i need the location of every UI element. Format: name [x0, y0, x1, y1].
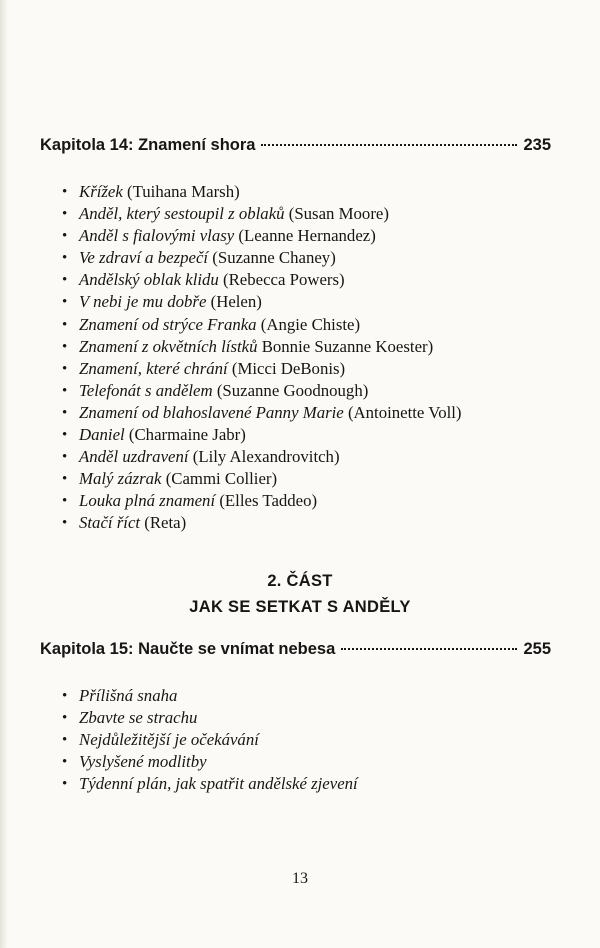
part-title: JAK SE SETKAT S ANDĚLY [189, 598, 411, 616]
list-item [62, 424, 462, 446]
item-author: (Micci DeBonis) [231, 358, 346, 378]
bullet-icon: • [62, 206, 68, 223]
list-item [62, 512, 462, 534]
list-item [62, 751, 358, 773]
item-author: (Reta) [144, 513, 187, 533]
item-title: Vyslyšené modlitby [79, 752, 207, 772]
list-item [62, 707, 358, 729]
item-title: Telefonát s andělem [79, 380, 213, 400]
item-title: Anděl s fialovými vlasy [79, 226, 235, 246]
list-item [62, 468, 462, 490]
list-item [62, 685, 358, 707]
page-edge-shadow [0, 0, 8, 948]
list-item [62, 773, 358, 795]
list-item [62, 402, 462, 424]
item-title: Znamení, které chrání [79, 358, 228, 378]
list-item [62, 729, 358, 751]
item-title: Stačí říct [79, 513, 141, 533]
chapter-15-title: Kapitola 15: Naučte se vnímat nebesa [40, 640, 336, 658]
bullet-icon: • [62, 360, 68, 377]
bullet-icon: • [62, 184, 68, 200]
item-title: Louka plná znamení [79, 491, 216, 511]
list-item [62, 358, 462, 380]
list-item [62, 203, 462, 225]
bullet-icon: • [62, 515, 68, 532]
chapter-14-page: 235 [523, 136, 551, 154]
chapter-14-title: Kapitola 14: Znamení shora [40, 136, 256, 154]
item-title: Malý zázrak [79, 469, 162, 489]
list-item [62, 446, 462, 468]
item-author: (Charmaine Jabr) [128, 425, 246, 445]
bullet-icon: • [62, 732, 68, 749]
bullet-icon: • [62, 382, 68, 399]
item-author: (Rebecca Powers) [223, 270, 345, 290]
item-author: (Cammi Collier) [165, 469, 278, 489]
bullet-icon: • [62, 338, 68, 355]
list-item [62, 181, 462, 203]
chapter-14-story-list [62, 181, 462, 535]
list-item [62, 247, 462, 269]
part-number: 2. ČÁST [267, 572, 333, 590]
dot-leader [341, 648, 517, 650]
item-author: (Suzanne Goodnough) [216, 380, 369, 400]
list-item [62, 269, 462, 291]
bullet-icon: • [62, 404, 68, 421]
item-title: Nejdůležitější je očekávání [79, 730, 259, 750]
item-title: Znamení od blahoslavené Panny Marie [79, 402, 344, 422]
list-item [62, 314, 462, 336]
bullet-icon: • [62, 250, 68, 267]
item-title: Ve zdraví a bezpečí [79, 248, 209, 268]
bullet-icon: • [62, 688, 68, 704]
bullet-icon: • [62, 493, 68, 510]
item-title: Anděl, který sestoupil z oblaků [79, 204, 285, 224]
item-author: (Helen) [210, 292, 262, 312]
item-author: Bonnie Suzanne Koester) [261, 336, 434, 356]
chapter-15-entry [40, 640, 551, 659]
item-author: (Suzanne Chaney) [212, 248, 336, 268]
list-item [62, 490, 462, 512]
item-author: (Angie Chiste) [260, 314, 361, 334]
bullet-icon: • [62, 449, 68, 466]
item-author: (Lily Alexandrovitch) [192, 447, 340, 467]
list-item [62, 291, 462, 313]
bullet-icon: • [62, 710, 68, 727]
item-title: Znamení od strýce Franka [79, 314, 257, 334]
bullet-icon: • [62, 272, 68, 289]
item-title: Znamení z okvětních lístků [79, 336, 258, 356]
bullet-icon: • [62, 316, 68, 333]
item-author: (Tuihana Marsh) [127, 182, 240, 201]
bullet-icon: • [62, 427, 68, 444]
item-author: (Leanne Hernandez) [238, 226, 376, 246]
bullet-icon: • [62, 294, 68, 311]
bullet-icon: • [62, 776, 68, 793]
bullet-icon: • [62, 471, 68, 488]
item-title: Křížek [79, 182, 123, 201]
item-title: Anděl uzdravení [79, 447, 189, 467]
dot-leader [261, 144, 517, 146]
item-author: (Elles Taddeo) [219, 491, 318, 511]
page-number: 13 [292, 870, 308, 887]
bullet-icon: • [62, 754, 68, 771]
item-title: Zbavte se strachu [79, 708, 198, 728]
item-author: (Antoinette Voll) [347, 402, 462, 422]
chapter-15-topic-list [62, 685, 358, 795]
item-title: Andělský oblak klidu [79, 270, 219, 290]
item-author: (Susan Moore) [288, 204, 389, 224]
chapter-15-page: 255 [523, 640, 551, 658]
item-title: V nebi je mu dobře [79, 292, 207, 312]
item-title: Přílišná snaha [79, 686, 178, 705]
list-item [62, 336, 462, 358]
bullet-icon: • [62, 228, 68, 245]
list-item [62, 225, 462, 247]
chapter-14-entry [40, 136, 551, 155]
item-title: Daniel [79, 425, 125, 445]
item-title: Týdenní plán, jak spatřit andělské zjevení [79, 774, 358, 794]
list-item [62, 380, 462, 402]
